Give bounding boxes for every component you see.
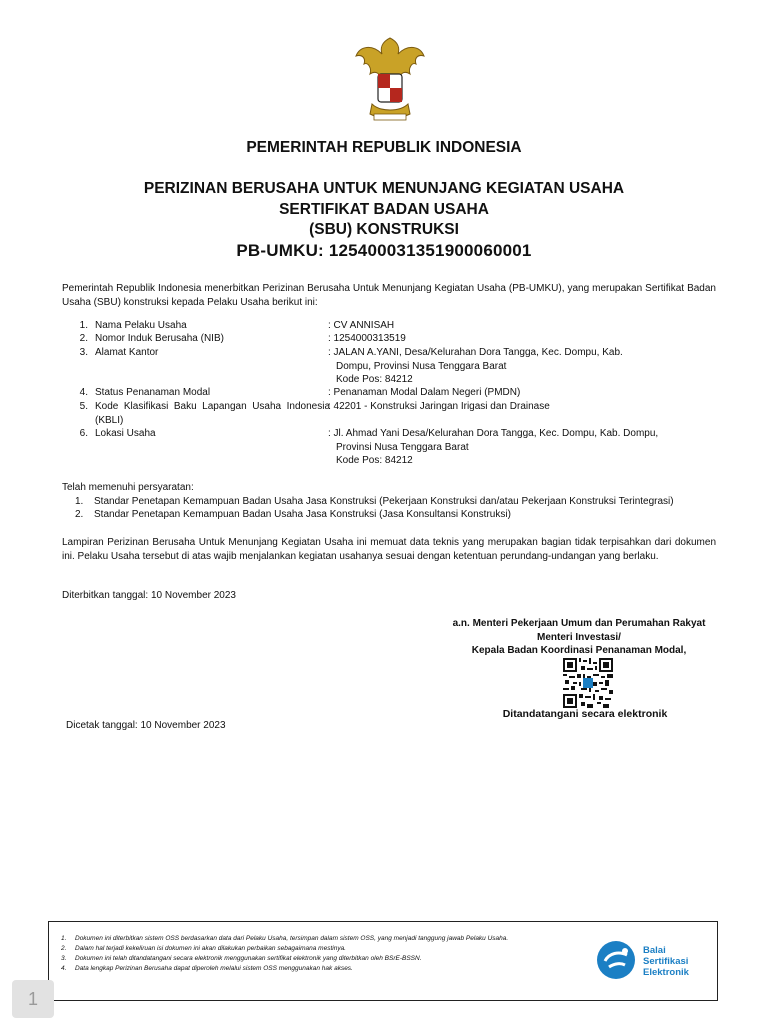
- bse-logo-line: Elektronik: [643, 967, 689, 978]
- requirement-item: [62, 495, 722, 509]
- document-title-line3: (SBU) KONSTRUKSI: [309, 221, 459, 238]
- qr-code-icon: [563, 658, 613, 708]
- bse-logo: [595, 939, 711, 983]
- intro-paragraph: Pemerintah Republik Indonesia menerbitkan Perizinan Berusaha Untuk Menunjang Kegiatan Usaha (PB-UMKU), yang merupakan Sertifikat Badan Usaha (SBU) konstruksi kepada Pelaku Usaha berikut ini:: [62, 283, 716, 308]
- footer-note: [61, 944, 581, 954]
- detail-value: [328, 346, 716, 387]
- detail-label: Nama Pelaku Usaha: [95, 320, 187, 331]
- detail-value: : 1254000313519: [328, 333, 406, 344]
- signatory-line: Menteri Investasi/: [537, 631, 621, 643]
- bse-logo-icon: [595, 939, 637, 981]
- requirements-heading: Telah memenuhi persyaratan:: [62, 482, 194, 493]
- detail-value-line: Dompu, Provinsi Nusa Tenggara Barat: [336, 360, 507, 372]
- detail-number: 3.: [79, 347, 88, 358]
- footer-note-text: Dokumen ini diterbitkan sistem OSS berdasarkan data dari Pelaku Usaha, tersimpan dalam sistem OSS, yang menjadi tanggung jawab Pelaku Usaha.: [75, 935, 509, 942]
- requirement-item: [62, 508, 722, 522]
- detail-value-line: : Jl. Ahmad Yani Desa/Kelurahan Dora Tangga, Kec. Dompu, Kab. Dompu,: [328, 428, 659, 439]
- document-title-line2: SERTIFIKAT BADAN USAHA: [279, 201, 489, 218]
- electronic-signature-label: Ditandatangani secara elektronik: [502, 708, 668, 720]
- closing-paragraph: Lampiran Perizinan Berusaha Untuk Menunjang Kegiatan Usaha ini memuat data teknis yang merupakan bagian tidak terpisahkan dari dokumen ini. Pelaku Usaha tersebut di atas wajib menjalankan kegiatan usahanya sesuai dengan ketentuan perundang-undangan yang berlaku.: [62, 537, 716, 562]
- requirement-number: 1.: [75, 495, 84, 507]
- requirement-text: Standar Penetapan Kemampuan Badan Usaha Jasa Konstruksi (Pekerjaan Konstruksi dan/atau Pekerjaan Konstruksi Terintegrasi): [94, 495, 674, 507]
- footer-note-text: Dokumen ini telah ditandatangani secara elektronik menggunakan sertifikat elektronik yang diterbitkan oleh BSrE-BSSN.: [75, 955, 422, 962]
- footer-notes-list: [61, 934, 581, 974]
- detail-number: 6.: [79, 428, 88, 439]
- detail-number: 4.: [79, 387, 88, 398]
- bse-logo-text: [643, 945, 689, 978]
- detail-label: Alamat Kantor: [95, 347, 159, 358]
- detail-value-line: Provinsi Nusa Tenggara Barat: [336, 441, 469, 453]
- detail-label: Lokasi Usaha: [95, 428, 156, 439]
- government-heading: PEMERINTAH REPUBLIK INDONESIA: [246, 139, 522, 156]
- footer-note-number: 2.: [61, 945, 67, 952]
- footer-notes-box: [48, 921, 718, 1001]
- issued-date: Diterbitkan tanggal: 10 November 2023: [62, 590, 236, 601]
- footer-note: [61, 934, 581, 944]
- detail-label: Nomor Induk Berusaha (NIB): [95, 333, 224, 344]
- footer-note-number: 1.: [61, 935, 67, 942]
- printed-date: Dicetak tanggal: 10 November 2023: [66, 720, 226, 731]
- signatory-line: a.n. Menteri Pekerjaan Umum dan Perumahan Rakyat: [452, 618, 706, 629]
- detail-label: Kode Klasifikasi Baku Lapangan Usaha Indonesia (KBLI): [95, 401, 330, 426]
- requirements-section: [62, 481, 722, 522]
- detail-value-line: Kode Pos: 84212: [336, 374, 413, 385]
- garuda-emblem-icon: [352, 34, 428, 124]
- detail-value: : Penanaman Modal Dalam Negeri (PMDN): [328, 387, 521, 398]
- footer-note: [61, 954, 581, 964]
- detail-number: 1.: [79, 320, 88, 331]
- detail-label: Status Penanaman Modal: [95, 387, 211, 398]
- detail-value: : CV ANNISAH: [328, 320, 395, 331]
- detail-number: 2.: [79, 333, 88, 344]
- detail-number: 5.: [79, 401, 88, 412]
- detail-value: [328, 427, 716, 468]
- detail-value: : 42201 - Konstruksi Jaringan Irigasi dan Drainase: [328, 401, 550, 412]
- footer-note-text: Data lengkap Perizinan Berusaha dapat diperoleh melalui sistem OSS menggunakan hak akses.: [75, 965, 353, 972]
- signatory-block: [420, 617, 738, 658]
- bse-logo-line: Balai: [643, 945, 666, 956]
- footer-note-number: 3.: [61, 955, 67, 962]
- footer-note-text: Dalam hal terjadi kekeliruan isi dokumen ini akan dilakukan perbaikan sebagaimana mestinya.: [75, 945, 346, 952]
- requirement-text: Standar Penetapan Kemampuan Badan Usaha Jasa Konstruksi (Jasa Konsultansi Konstruksi): [94, 509, 511, 520]
- detail-value-line: : JALAN A.YANI, Desa/Kelurahan Dora Tangga, Kec. Dompu, Kab.: [328, 347, 623, 358]
- page-number-badge[interactable]: 1: [12, 980, 54, 1018]
- footer-note-number: 4.: [61, 965, 67, 972]
- requirement-number: 2.: [75, 509, 84, 520]
- bse-logo-line: Sertifikasi: [643, 956, 689, 967]
- signatory-line: Kepala Badan Koordinasi Penanaman Modal,: [471, 645, 687, 656]
- pb-umku-number: PB-UMKU: 125400031351900060001: [236, 241, 532, 260]
- document-title-line1: PERIZINAN BERUSAHA UNTUK MENUNJANG KEGIATAN USAHA: [143, 180, 625, 197]
- footer-note: [61, 964, 581, 974]
- detail-value-line: Kode Pos: 84212: [336, 455, 413, 466]
